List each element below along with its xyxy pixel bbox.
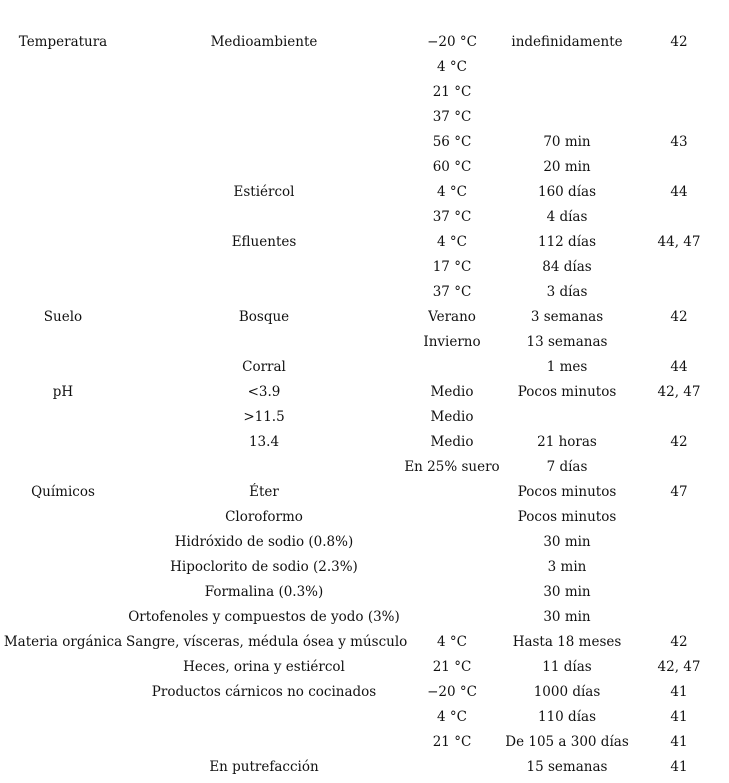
duration-cell: 20 min	[543, 159, 591, 175]
condition-cell	[126, 255, 402, 280]
factor-cell	[0, 105, 126, 130]
table-row	[0, 555, 729, 580]
reference-cell	[632, 405, 726, 430]
detail-cell: 17 °C	[432, 259, 472, 275]
duration-cell: 4 días	[546, 209, 588, 225]
duration-cell: 84 días	[542, 259, 592, 275]
detail-cell: Invierno	[423, 334, 481, 350]
duration-cell: 3 semanas	[530, 309, 604, 325]
condition-cell: Éter	[249, 484, 279, 500]
table-row	[0, 630, 729, 655]
reference-cell: 42, 47	[657, 384, 701, 400]
factor-cell	[0, 255, 126, 280]
reference-cell: 42	[670, 634, 688, 650]
detail-cell	[402, 530, 502, 555]
factor-cell	[0, 430, 126, 455]
duration-cell: 160 días	[538, 184, 596, 200]
reference-cell	[632, 205, 726, 230]
duration-cell	[502, 55, 632, 80]
table-row	[0, 80, 729, 105]
table-row	[0, 405, 729, 430]
detail-cell: 21 °C	[432, 659, 472, 675]
duration-cell	[502, 405, 632, 430]
duration-cell: 11 días	[542, 659, 592, 675]
condition-cell	[126, 705, 402, 730]
table-row	[0, 180, 729, 205]
reference-cell: 41	[670, 684, 688, 700]
detail-cell: 37 °C	[432, 284, 472, 300]
table-row	[0, 330, 729, 355]
factor-cell	[0, 355, 126, 380]
factor-cell: Materia orgánica	[3, 634, 123, 650]
duration-cell: Hasta 18 meses	[512, 634, 622, 650]
detail-cell: 56 °C	[432, 134, 472, 150]
condition-cell	[126, 330, 402, 355]
table-row	[0, 755, 729, 780]
factor-cell	[0, 530, 126, 555]
duration-cell: 1 mes	[546, 359, 588, 375]
table-row	[0, 680, 729, 705]
reference-cell	[632, 330, 726, 355]
reference-cell	[632, 280, 726, 305]
reference-cell: 42	[670, 34, 688, 50]
reference-cell: 44	[670, 184, 688, 200]
condition-cell	[126, 205, 402, 230]
condition-cell: Hidróxido de sodio (0.8%)	[174, 534, 354, 550]
factor-cell	[0, 505, 126, 530]
duration-cell: 13 semanas	[526, 334, 608, 350]
duration-cell: 112 días	[538, 234, 596, 250]
factor-cell: pH	[52, 384, 74, 400]
condition-cell: 13.4	[248, 434, 280, 450]
duration-cell: 3 días	[546, 284, 588, 300]
condition-cell	[126, 455, 402, 480]
detail-cell	[402, 555, 502, 580]
condition-cell: <3.9	[247, 384, 281, 400]
condition-cell: Medioambiente	[210, 34, 318, 50]
condition-cell	[126, 280, 402, 305]
factor-cell	[0, 280, 126, 305]
detail-cell: Medio	[430, 409, 474, 425]
factor-cell: Suelo	[43, 309, 83, 325]
reference-cell	[632, 155, 726, 180]
factor-cell: Temperatura	[18, 34, 108, 50]
reference-cell	[632, 80, 726, 105]
reference-cell	[632, 555, 726, 580]
table-row	[0, 705, 729, 730]
detail-cell	[402, 355, 502, 380]
detail-cell: 4 °C	[437, 234, 467, 250]
condition-cell: En putrefacción	[209, 759, 319, 775]
reference-cell: 47	[670, 484, 688, 500]
detail-cell: Medio	[430, 434, 474, 450]
factor-cell	[0, 130, 126, 155]
condition-cell: Bosque	[238, 309, 290, 325]
table-row	[0, 105, 729, 130]
factor-cell	[0, 680, 126, 705]
condition-cell	[126, 730, 402, 755]
detail-cell: 21 °C	[432, 734, 472, 750]
table-row	[0, 130, 729, 155]
condition-cell	[126, 55, 402, 80]
detail-cell	[402, 505, 502, 530]
table-row	[0, 205, 729, 230]
table-row	[0, 280, 729, 305]
reference-cell: 42	[670, 434, 688, 450]
reference-cell	[632, 505, 726, 530]
table-row	[0, 355, 729, 380]
duration-cell: indefinidamente	[511, 34, 623, 50]
table-row	[0, 530, 729, 555]
reference-cell	[632, 55, 726, 80]
detail-cell	[402, 480, 502, 505]
duration-cell: 15 semanas	[526, 759, 608, 775]
detail-cell	[402, 605, 502, 630]
table-row	[0, 480, 729, 505]
detail-cell: 21 °C	[432, 84, 472, 100]
reference-cell: 44	[670, 359, 688, 375]
reference-cell	[632, 580, 726, 605]
reference-cell	[632, 605, 726, 630]
factor-cell	[0, 330, 126, 355]
condition-cell: Hipoclorito de sodio (2.3%)	[170, 559, 358, 575]
reference-cell: 43	[670, 134, 688, 150]
factor-cell: Químicos	[31, 484, 95, 500]
table-row	[0, 305, 729, 330]
table-row	[0, 455, 729, 480]
factor-cell	[0, 55, 126, 80]
duration-cell: 3 min	[547, 559, 587, 575]
table-row	[0, 655, 729, 680]
duration-cell: 30 min	[543, 609, 591, 625]
table-row	[0, 580, 729, 605]
reference-cell	[632, 530, 726, 555]
reference-cell	[632, 455, 726, 480]
condition-cell	[126, 80, 402, 105]
table-row	[0, 505, 729, 530]
duration-cell: 21 horas	[537, 434, 597, 450]
duration-cell: 7 días	[546, 459, 588, 475]
detail-cell: 4 °C	[437, 184, 467, 200]
table-row	[0, 30, 729, 55]
duration-cell: 30 min	[543, 584, 591, 600]
detail-cell: −20 °C	[427, 684, 477, 700]
detail-cell: Verano	[428, 309, 476, 325]
duration-cell: 70 min	[543, 134, 591, 150]
condition-cell: Efluentes	[231, 234, 297, 250]
duration-cell: Pocos minutos	[517, 384, 617, 400]
factor-cell	[0, 155, 126, 180]
factor-cell	[0, 205, 126, 230]
condition-cell: Sangre, vísceras, médula ósea y músculo	[126, 634, 408, 650]
factor-cell	[0, 555, 126, 580]
condition-cell	[126, 105, 402, 130]
reference-cell: 42, 47	[657, 659, 701, 675]
table-row	[0, 430, 729, 455]
duration-cell: 1000 días	[533, 684, 601, 700]
duration-cell: Pocos minutos	[517, 484, 617, 500]
condition-cell: >11.5	[243, 409, 285, 425]
detail-cell: 4 °C	[437, 634, 467, 650]
factor-cell	[0, 605, 126, 630]
condition-cell: Corral	[242, 359, 286, 375]
factor-cell	[0, 180, 126, 205]
factor-cell	[0, 455, 126, 480]
condition-cell: Heces, orina y estiércol	[183, 659, 345, 675]
factor-cell	[0, 705, 126, 730]
reference-cell: 41	[670, 709, 688, 725]
reference-cell: 41	[670, 759, 688, 775]
duration-cell: De 105 a 300 días	[505, 734, 629, 750]
reference-cell	[632, 105, 726, 130]
factor-cell	[0, 655, 126, 680]
condition-cell: Ortofenoles y compuestos de yodo (3%)	[128, 609, 400, 625]
duration-cell: 30 min	[543, 534, 591, 550]
detail-cell: 37 °C	[432, 109, 472, 125]
reference-cell	[632, 255, 726, 280]
condition-cell: Productos cárnicos no cocinados	[151, 684, 377, 700]
condition-cell	[126, 155, 402, 180]
duration-cell	[502, 80, 632, 105]
detail-cell: −20 °C	[427, 34, 477, 50]
table-row	[0, 605, 729, 630]
condition-cell: Formalina (0.3%)	[204, 584, 324, 600]
detail-cell: 60 °C	[432, 159, 472, 175]
factor-cell	[0, 580, 126, 605]
reference-cell: 44, 47	[657, 234, 701, 250]
duration-cell: 110 días	[538, 709, 596, 725]
detail-cell: 4 °C	[437, 59, 467, 75]
factor-cell	[0, 230, 126, 255]
table-row	[0, 255, 729, 280]
detail-cell: En 25% suero	[404, 459, 500, 475]
table-row	[0, 155, 729, 180]
table-row	[0, 730, 729, 755]
detail-cell	[402, 755, 502, 780]
reference-cell: 41	[670, 734, 688, 750]
condition-cell: Cloroformo	[225, 509, 303, 525]
condition-cell	[126, 130, 402, 155]
factor-cell	[0, 80, 126, 105]
factor-cell	[0, 730, 126, 755]
detail-cell: 37 °C	[432, 209, 472, 225]
table-row	[0, 55, 729, 80]
detail-cell: 4 °C	[437, 709, 467, 725]
duration-cell: Pocos minutos	[517, 509, 617, 525]
reference-cell: 42	[670, 309, 688, 325]
factor-cell	[0, 755, 126, 780]
duration-cell	[502, 105, 632, 130]
factor-cell	[0, 405, 126, 430]
table-row	[0, 230, 729, 255]
detail-cell	[402, 580, 502, 605]
condition-cell: Estiércol	[233, 184, 295, 200]
detail-cell: Medio	[430, 384, 474, 400]
table-row	[0, 380, 729, 405]
